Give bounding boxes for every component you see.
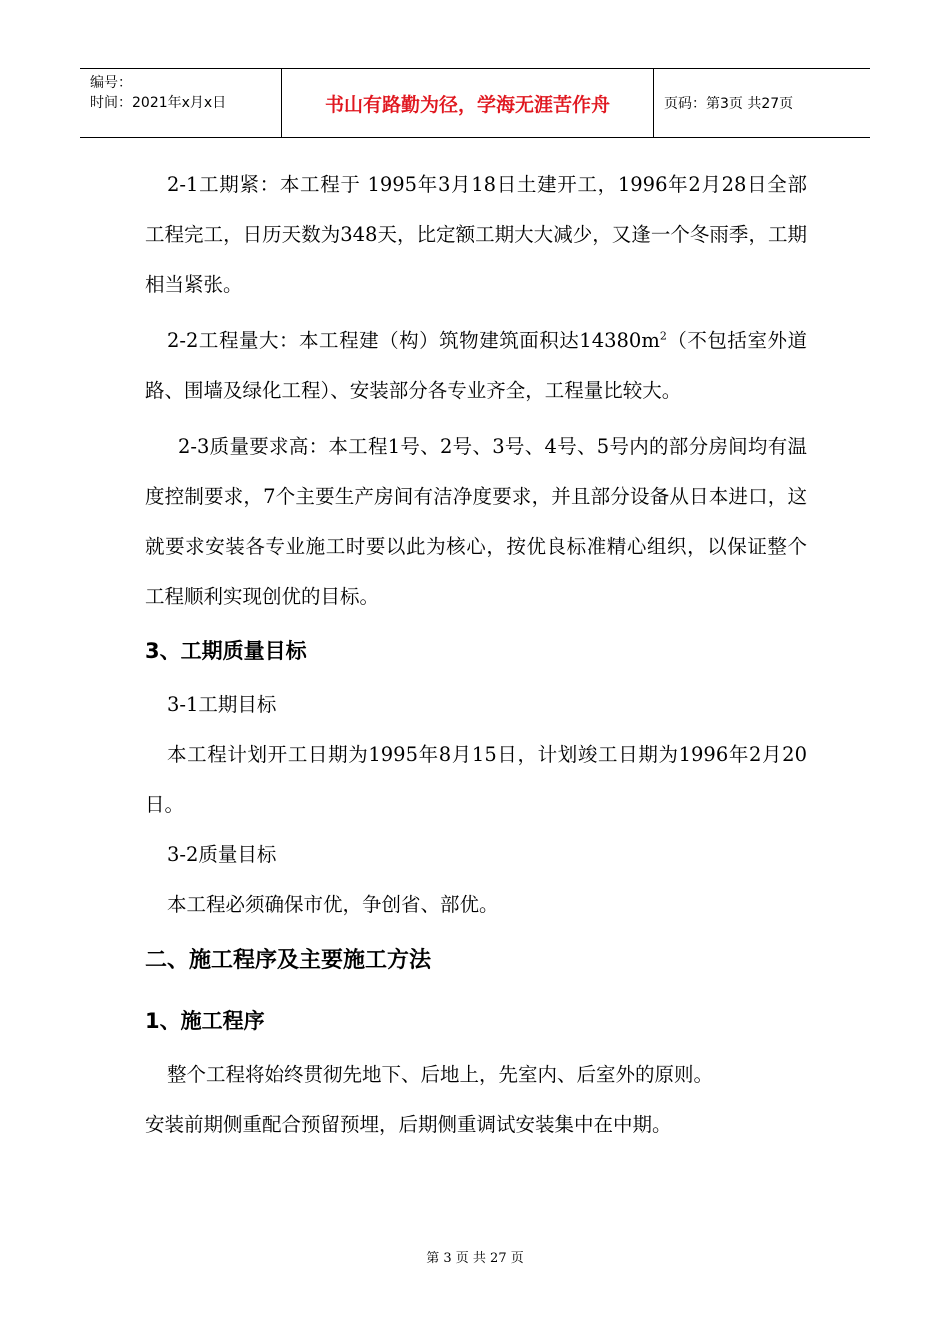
document-number-label: 编号： xyxy=(90,75,132,91)
superscript-2: 2 xyxy=(659,329,667,343)
subheading-3-1: 3-1工期目标 xyxy=(167,693,277,716)
section-heading-goals: 3、工期质量目标 xyxy=(145,639,307,663)
paragraph-3-1: 本工程计划开工日期为1995年8月15日，计划竣工日期为1996年2月20日。 xyxy=(145,743,807,816)
paragraph-program-1: 整个工程将始终贯彻先地下、后地上，先室内、后室外的原则。 xyxy=(167,1063,714,1086)
header-page-label: 页码：第3页 共27页 xyxy=(664,96,794,112)
paragraph-2-3: 2-3质量要求高：本工程1号、2号、3号、4号、5号内的部分房间均有温度控制要求，7个主要生产房间有洁净度要求，并且部分设备从日本进口，这就要求安装各专业施工时要以此为核心，按优良标准精心组织，以保证整个工程顺利实现创优的目标。 xyxy=(145,435,807,608)
paragraph-program-2: 安装前期侧重配合预留预埋，后期侧重调试安装集中在中期。 xyxy=(145,1113,672,1136)
section-heading-program: 1、施工程序 xyxy=(145,1009,265,1033)
chapter-heading: 二、施工程序及主要施工方法 xyxy=(145,948,432,973)
subheading-3-2: 3-2质量目标 xyxy=(167,843,277,866)
header-motto: 书山有路勤为径，学海无涯苦作舟 xyxy=(281,69,654,137)
page-header xyxy=(80,68,870,138)
document-body xyxy=(145,160,807,1150)
document-time-label: 时间：2021年x月x日 xyxy=(90,95,227,111)
paragraph-2-2: 2-2工程量大：本工程建（构）筑物建筑面积达$14380m^2$（不包括室外道路、围墙及绿化工程）、安装部分各专业齐全，工程量比较大。 xyxy=(145,329,807,402)
page-footer: 第 3 页 共 27 页 xyxy=(426,1251,524,1266)
paragraph-3-2: 本工程必须确保市优，争创省、部优。 xyxy=(167,893,499,916)
paragraph-2-1: 2-1工期紧：本工程于 1995年3月18日土建开工，1996年2月28日全部工程完工，日历天数为348天，比定额工期大大减少，又逢一个冬雨季，工期相当紧张。 xyxy=(145,173,807,296)
header-info xyxy=(80,69,281,137)
